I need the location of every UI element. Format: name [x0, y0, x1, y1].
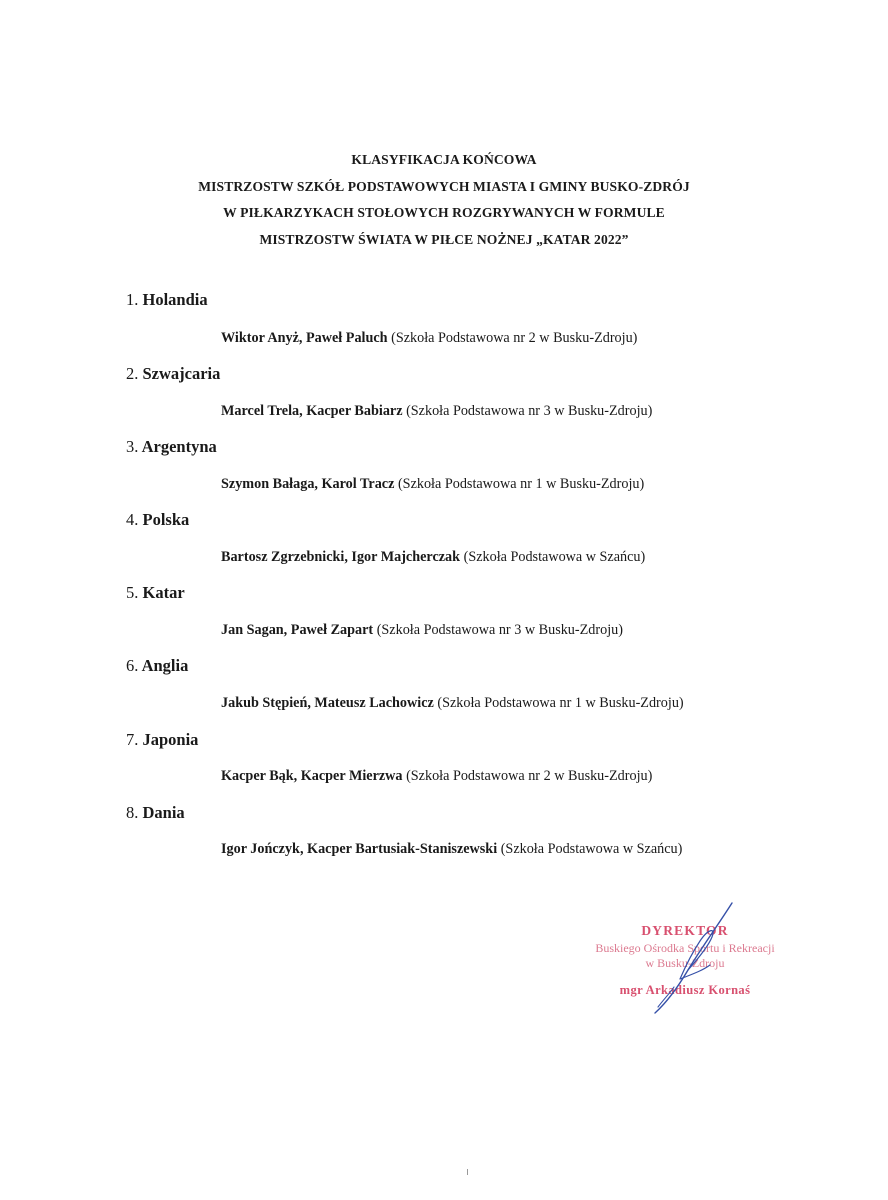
team-name: Katar [142, 583, 185, 602]
ranking-entry-5-players [221, 622, 623, 639]
rank-number: 1. [126, 290, 139, 309]
team-name: Szwajcaria [142, 364, 221, 383]
rank-number: 4. [126, 510, 139, 529]
ranking-entry-6-players [221, 695, 684, 712]
director-stamp [560, 922, 810, 1000]
ranking-entry-7-players [221, 768, 652, 785]
team-name: Anglia [141, 656, 189, 675]
title-line-4: MISTRZOSTW ŚWIATA W PIŁCE NOŻNEJ „KATAR 2022” [259, 231, 629, 247]
school-name: (Szkoła Podstawowa nr 3 w Busku-Zdroju) [376, 622, 623, 638]
title-line-1: KLASYFIKACJA KOŃCOWA [351, 152, 537, 167]
player-names: Marcel Trela, Kacper Babiarz [221, 403, 403, 419]
player-names: Bartosz Zgrzebnicki, Igor Majcherczak [221, 549, 461, 565]
rank-number: 6. [126, 656, 139, 675]
team-name: Dania [142, 803, 185, 822]
ranking-entry-1-players [221, 330, 637, 347]
player-names: Jan Sagan, Paweł Zapart [221, 622, 374, 638]
player-names: Kacper Bąk, Kacper Mierzwa [221, 768, 403, 784]
rank-number: 7. [126, 730, 139, 749]
ranking-entry-2-team [126, 364, 220, 384]
rank-number: 2. [126, 364, 139, 383]
stamp-title: DYREKTOR [641, 923, 729, 938]
ranking-entry-5-team [126, 583, 185, 603]
team-name: Japonia [142, 730, 199, 749]
player-names: Jakub Stępień, Mateusz Lachowicz [221, 695, 434, 711]
ranking-entry-4-players [221, 549, 645, 566]
school-name: (Szkoła Podstawowa nr 2 w Busku-Zdroju) [391, 330, 638, 346]
school-name: (Szkoła Podstawowa nr 2 w Busku-Zdroju) [406, 768, 653, 784]
rank-number: 8. [126, 803, 139, 822]
school-name: (Szkoła Podstawowa nr 3 w Busku-Zdroju) [406, 403, 653, 419]
player-names: Szymon Bałaga, Karol Tracz [221, 476, 395, 492]
ranking-entry-4-team [126, 510, 189, 530]
team-name: Argentyna [141, 437, 217, 456]
stamp-institution: Buskiego Ośrodka Sportu i Rekreacji [595, 941, 775, 955]
ranking-entry-8-team [126, 803, 185, 823]
player-names: Igor Jończyk, Kacper Bartusiak-Staniszewski [221, 841, 498, 857]
ranking-entry-1-team [126, 290, 208, 310]
document-title [0, 147, 888, 253]
school-name: (Szkoła Podstawowa w Szańcu) [463, 549, 646, 565]
ranking-entry-7-team [126, 730, 198, 750]
rank-number: 3. [126, 437, 139, 456]
title-line-2: MISTRZOSTW SZKÓŁ PODSTAWOWYCH MIASTA I GMINY BUSKO-ZDRÓJ [198, 178, 690, 194]
page-mark [467, 1169, 468, 1175]
team-name: Holandia [142, 290, 208, 309]
school-name: (Szkoła Podstawowa nr 1 w Busku-Zdroju) [437, 695, 684, 711]
rank-number: 5. [126, 583, 139, 602]
stamp-director-name: mgr Arkadiusz Kornaś [619, 983, 751, 997]
ranking-entry-3-players [221, 476, 644, 493]
ranking-entry-6-team [126, 656, 188, 676]
ranking-entry-2-players [221, 403, 652, 420]
school-name: (Szkoła Podstawowa nr 1 w Busku-Zdroju) [397, 476, 645, 492]
school-name: (Szkoła Podstawowa w Szańcu) [500, 841, 683, 857]
stamp-location: w Busku-Zdroju [645, 956, 725, 970]
title-line-3: W PIŁKARZYKACH STOŁOWYCH ROZGRYWANYCH W FORMULE [223, 205, 665, 220]
ranking-entry-8-players [221, 841, 682, 858]
team-name: Polska [142, 510, 190, 529]
player-names: Wiktor Anyż, Paweł Paluch [221, 330, 388, 346]
ranking-entry-3-team [126, 437, 217, 457]
